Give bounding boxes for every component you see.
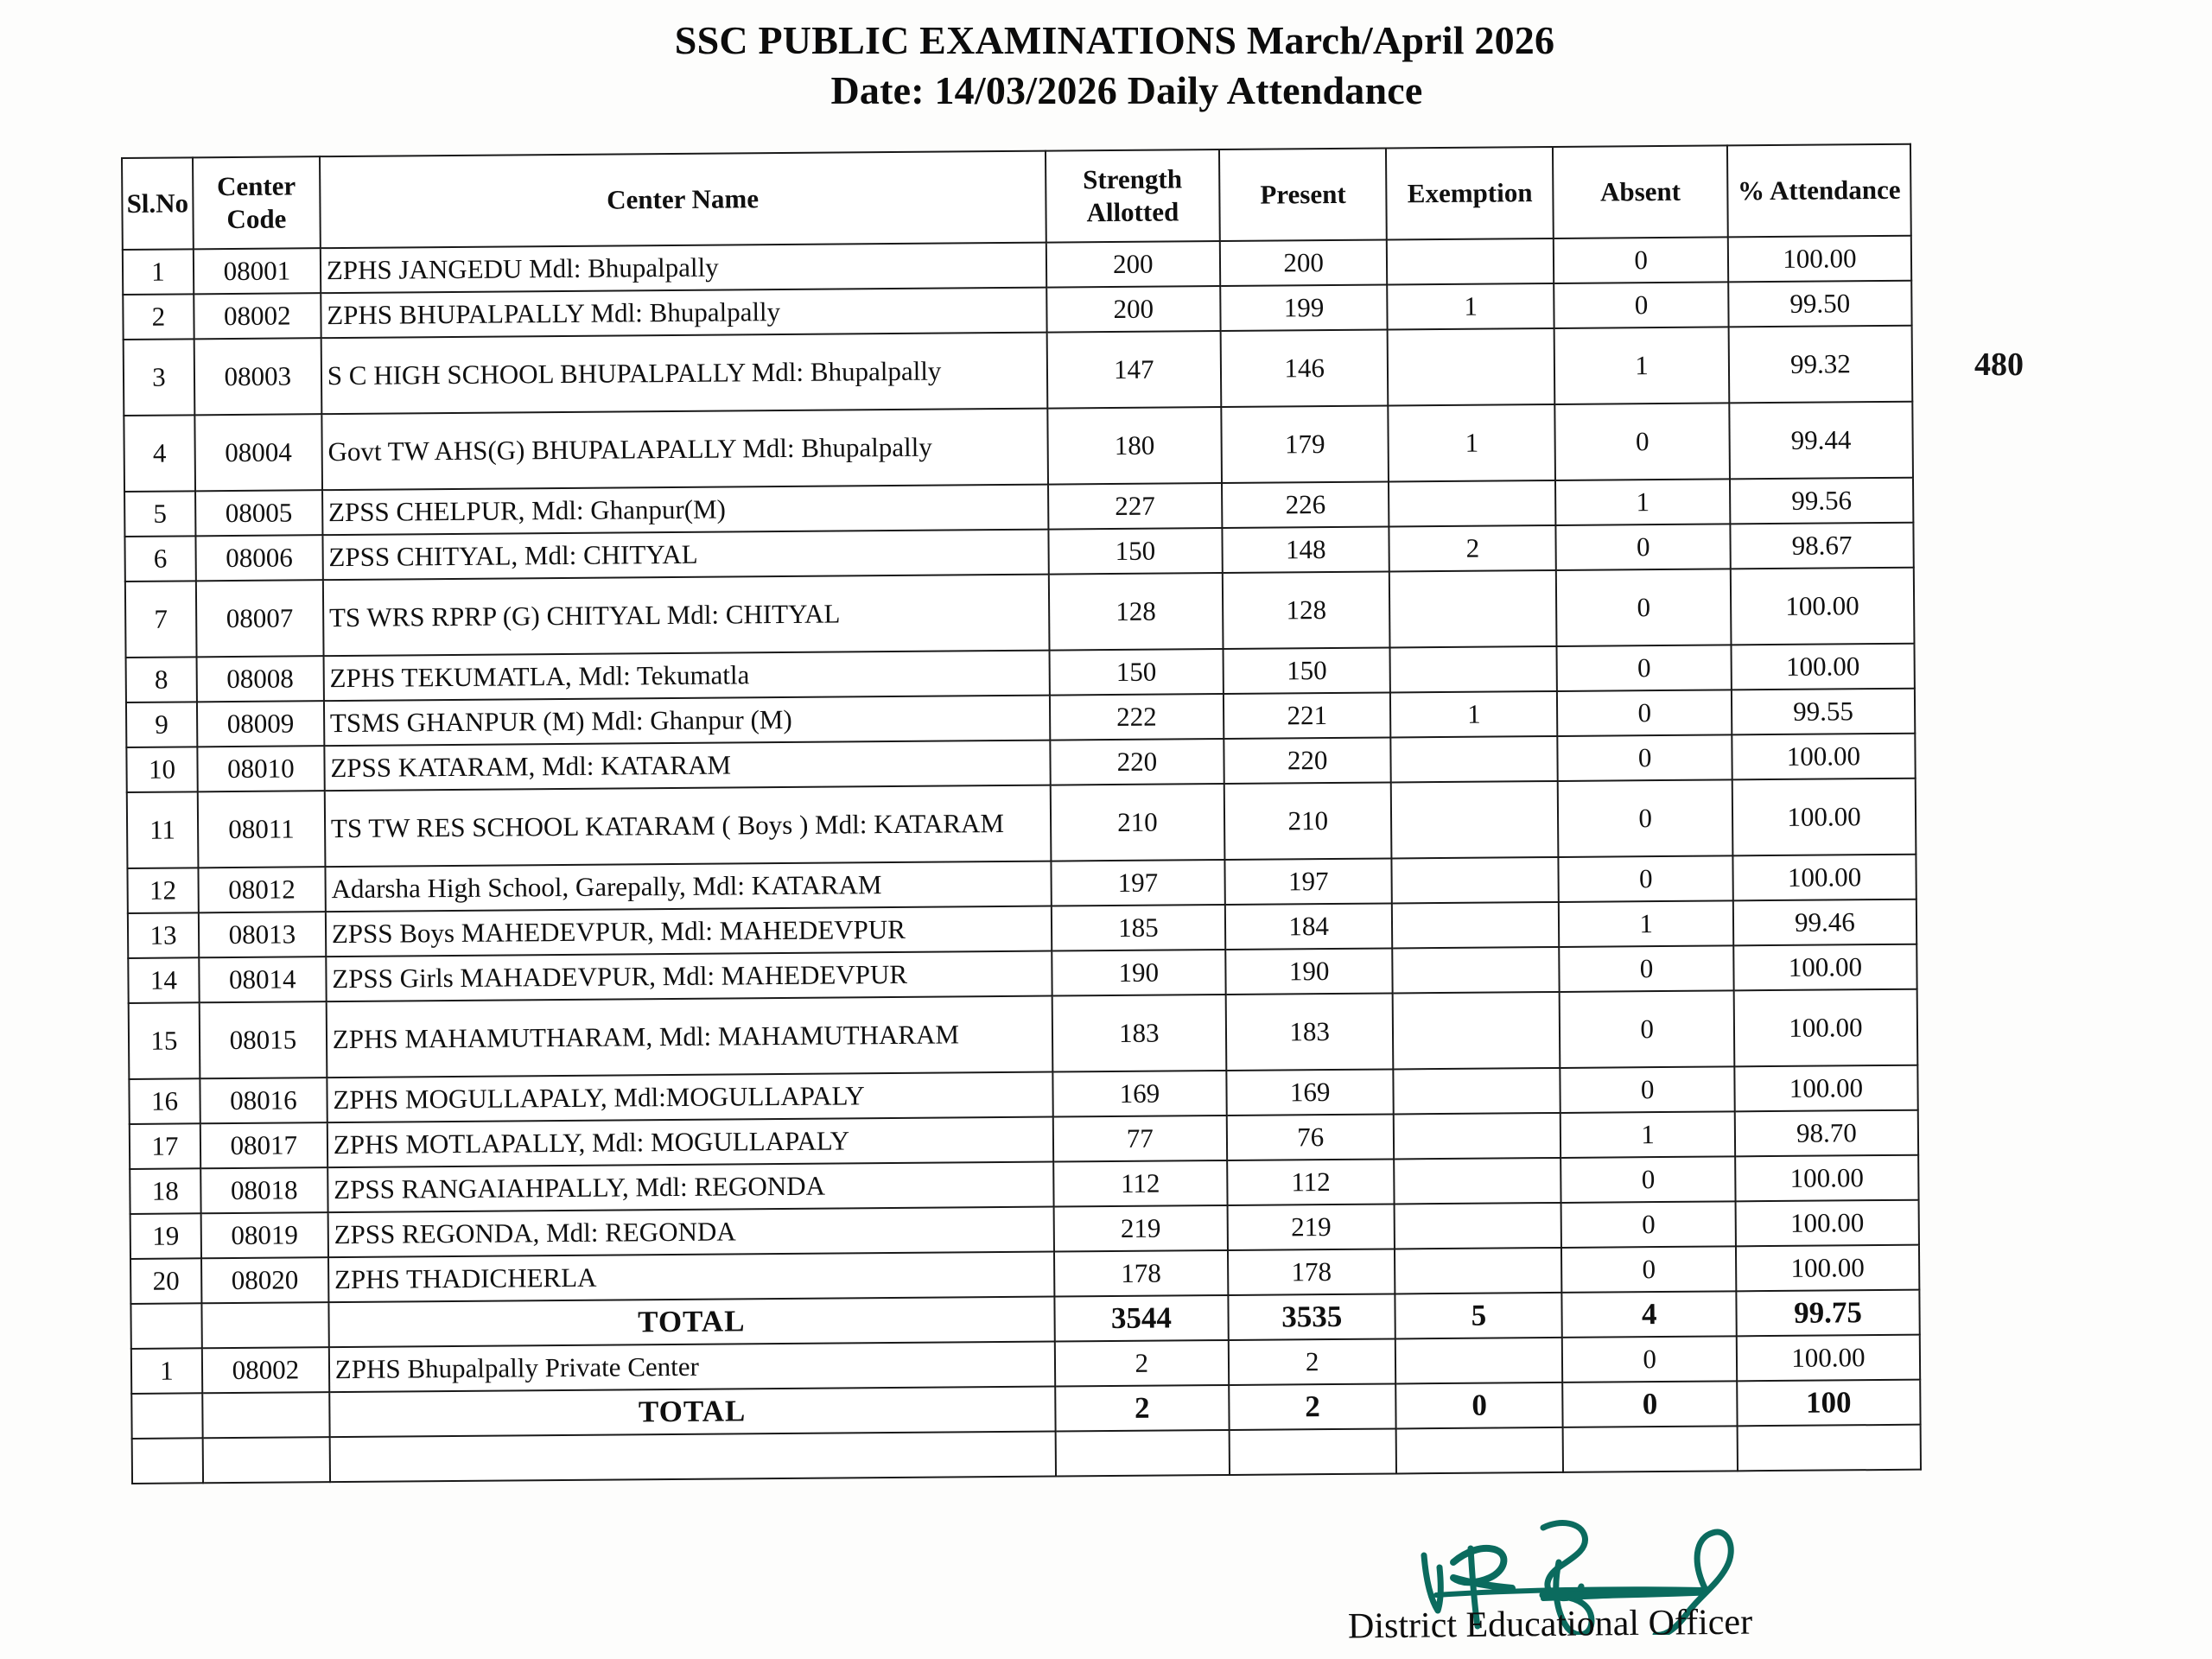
cell-exemption: 2	[1389, 525, 1557, 572]
cell-exemption: 1	[1390, 691, 1558, 738]
cell-absent: 0	[1558, 734, 1732, 781]
cell-center-code: 08009	[197, 701, 324, 747]
column-header-present: Present	[1219, 148, 1387, 241]
cell-exemption	[1394, 1068, 1561, 1115]
cell-center-name: ZPHS TEKUMATLA, Mdl: Tekumatla	[323, 651, 1049, 702]
cell-exemption	[1390, 646, 1558, 693]
cell-sl-no: 3	[124, 339, 195, 416]
cell-sl-no: 7	[125, 581, 197, 658]
cell-center-code: 08018	[200, 1167, 327, 1213]
table-header-row	[122, 144, 1911, 250]
attendance-table	[121, 143, 1922, 1484]
cell-absent: 0	[1562, 1336, 1737, 1382]
cell-exemption	[1391, 781, 1559, 859]
cell-center-name: ZPSS CHELPUR, Mdl: Ghanpur(M)	[322, 485, 1048, 536]
cell-present: 128	[1223, 571, 1390, 649]
cell-exemption	[1394, 1158, 1561, 1205]
cell-sl-no: 19	[130, 1213, 201, 1259]
cell-sl-no: 18	[130, 1168, 200, 1214]
cell-present: 148	[1223, 526, 1390, 573]
cell-strength: 200	[1046, 286, 1221, 333]
cell-present: 199	[1220, 284, 1388, 331]
cell-strength: 183	[1052, 995, 1226, 1072]
cell-total-absent: 0	[1563, 1381, 1738, 1427]
table-row	[129, 989, 1918, 1079]
cell-center-name: ZPHS MOTLAPALLY, Mdl: MOGULLAPALY	[327, 1117, 1053, 1168]
cell-total-strength: 2	[1055, 1385, 1230, 1432]
cell-center-code: 08016	[200, 1077, 327, 1123]
column-header-absent: Absent	[1553, 145, 1727, 238]
cell-center-code: 08011	[198, 791, 326, 868]
cell-center-name: ZPHS Bhupalpally Private Center	[329, 1342, 1055, 1393]
cell-strength: 197	[1051, 860, 1225, 906]
cell-attendance: 99.55	[1732, 689, 1915, 735]
cell-center-code: 08004	[194, 414, 322, 491]
cell-sl-no: 8	[126, 657, 197, 702]
cell-total-present: 3535	[1228, 1294, 1395, 1340]
cell-attendance: 100.00	[1735, 1200, 1918, 1247]
cell-sl-no: 12	[127, 868, 198, 913]
cell-attendance: 100.00	[1728, 236, 1911, 283]
cell-absent: 0	[1556, 569, 1731, 646]
cell-attendance: 100.00	[1732, 734, 1915, 780]
cell-blank	[1738, 1425, 1921, 1471]
cell-attendance: 100.00	[1731, 644, 1914, 690]
cell-exemption	[1388, 328, 1555, 406]
cell-blank	[132, 1438, 203, 1484]
cell-center-code: 08017	[200, 1122, 327, 1168]
cell-strength: 219	[1053, 1205, 1228, 1252]
total-label: TOTAL	[329, 1387, 1055, 1438]
cell-exemption	[1393, 992, 1560, 1070]
cell-strength: 2	[1054, 1340, 1229, 1387]
cell-strength: 77	[1052, 1116, 1227, 1162]
cell-center-name: S C HIGH SCHOOL BHUPALPALLY Mdl: Bhupalpally	[321, 333, 1046, 415]
cell-strength: 185	[1051, 905, 1225, 951]
cell-strength: 227	[1048, 483, 1223, 530]
signature-caption: District Educational Officer	[1347, 1602, 1753, 1647]
cell-exemption: 1	[1389, 404, 1556, 482]
cell-sl-no: 2	[123, 294, 194, 340]
cell-attendance: 100.00	[1736, 1245, 1919, 1292]
cell-center-code: 08008	[196, 656, 323, 702]
cell-present: 221	[1224, 692, 1391, 739]
cell-center-code: 08001	[194, 248, 321, 294]
cell-present: 184	[1225, 903, 1393, 950]
cell-center-code: 08006	[195, 535, 322, 581]
cell-center-name: TSMS GHANPUR (M) Mdl: Ghanpur (M)	[324, 696, 1050, 747]
cell-center-name: ZPHS MOGULLAPALY, Mdl:MOGULLAPALY	[327, 1072, 1052, 1123]
cell-sl-no: 16	[129, 1078, 200, 1124]
cell-present: 197	[1225, 858, 1393, 905]
cell-strength: 210	[1050, 784, 1224, 861]
cell-center-code: 08013	[199, 912, 326, 957]
page-subtitle: Date: 14/03/2026 Daily Attendance	[830, 68, 1423, 112]
cell-center-name: ZPSS Girls MAHADEVPUR, Mdl: MAHEDEVPUR	[326, 951, 1052, 1002]
cell-strength: 180	[1047, 407, 1222, 485]
cell-strength: 150	[1049, 649, 1224, 696]
column-header-sl-no: Sl.No	[122, 157, 194, 250]
column-header-center-name: Center Name	[320, 151, 1046, 249]
cell-absent: 0	[1557, 690, 1732, 736]
cell-exemption	[1395, 1338, 1563, 1384]
attendance-table-container	[121, 143, 1922, 1484]
cell-center-name: ZPSS Boys MAHEDEVPUR, Mdl: MAHEDEVPUR	[326, 906, 1052, 957]
cell-sl-no: 6	[124, 536, 195, 582]
cell-present: 2	[1229, 1338, 1396, 1385]
cell-center-code: 08019	[200, 1212, 327, 1258]
cell-present: 210	[1224, 782, 1392, 860]
cell-absent: 1	[1554, 327, 1729, 404]
side-annotation: 480	[1974, 346, 2024, 383]
page-title: SSC PUBLIC EXAMINATIONS March/April 2026	[674, 18, 1555, 62]
cell-attendance: 99.32	[1729, 326, 1913, 404]
cell-exemption	[1389, 570, 1557, 648]
cell-center-code: 08003	[194, 338, 322, 415]
cell-absent: 0	[1556, 524, 1731, 570]
cell-exemption	[1392, 902, 1560, 949]
cell-absent: 0	[1557, 645, 1732, 691]
cell-exemption	[1392, 857, 1560, 904]
cell-attendance: 99.46	[1733, 899, 1916, 946]
cell-center-code: 08015	[200, 1001, 327, 1078]
cell-center-name: ZPSS REGONDA, Mdl: REGONDA	[327, 1207, 1053, 1258]
table-header	[122, 144, 1911, 250]
cell-center-name: TS WRS RPRP (G) CHITYAL Mdl: CHITYAL	[323, 575, 1049, 657]
cell-total-attendance: 99.75	[1736, 1290, 1919, 1337]
cell-sl-no: 17	[130, 1123, 200, 1169]
cell-exemption	[1389, 480, 1556, 527]
cell-attendance: 99.50	[1728, 281, 1911, 327]
cell-absent: 0	[1554, 282, 1729, 328]
cell-present: 183	[1226, 993, 1394, 1071]
cell-present: 76	[1227, 1114, 1395, 1160]
cell-attendance: 99.56	[1730, 478, 1913, 524]
cell-attendance: 100.00	[1735, 1155, 1918, 1202]
cell-strength: 200	[1046, 241, 1220, 288]
cell-sl-no: 20	[130, 1258, 201, 1304]
cell-center-code: 08002	[202, 1347, 329, 1393]
cell-absent: 0	[1560, 1066, 1735, 1113]
cell-sl-no: 10	[126, 747, 197, 792]
cell-absent: 0	[1560, 990, 1734, 1068]
cell-exemption	[1395, 1248, 1562, 1294]
table-body	[123, 236, 1921, 1484]
cell-total-exemption: 0	[1395, 1382, 1563, 1429]
cell-present: 190	[1225, 948, 1393, 995]
cell-absent: 0	[1561, 1201, 1736, 1248]
cell-center-name: TS TW RES SCHOOL KATARAM ( Boys ) Mdl: KATARAM	[325, 785, 1051, 868]
cell-strength: 150	[1048, 528, 1223, 575]
cell-present: 112	[1227, 1159, 1395, 1205]
cell-sl-no: 1	[123, 249, 194, 295]
cell-total-present: 2	[1229, 1383, 1396, 1430]
cell-center-code: 08002	[194, 293, 321, 339]
cell-strength: 147	[1046, 331, 1221, 409]
cell-center-name: Govt TW AHS(G) BHUPALAPALLY Mdl: Bhupalpally	[321, 409, 1047, 491]
cell-strength: 220	[1050, 739, 1224, 785]
cell-center-name: ZPHS MAHAMUTHARAM, Mdl: MAHAMUTHARAM	[327, 996, 1052, 1078]
cell-sl-no: 15	[129, 1002, 200, 1079]
cell-attendance: 100.00	[1732, 779, 1916, 856]
cell-present: 226	[1222, 481, 1389, 528]
cell-blank	[1055, 1430, 1230, 1477]
cell-present: 220	[1224, 737, 1391, 784]
cell-exemption	[1392, 947, 1560, 994]
cell-total-strength: 3544	[1054, 1295, 1229, 1342]
cell-sl-no: 4	[124, 415, 195, 492]
cell-center-name: ZPHS BHUPALPALLY Mdl: Bhupalpally	[321, 288, 1046, 339]
cell-center-code: 08010	[197, 746, 324, 791]
cell-center-code: 08005	[195, 490, 322, 536]
cell-absent: 0	[1561, 1246, 1736, 1293]
cell-strength: 128	[1048, 573, 1223, 651]
cell-total-exemption: 5	[1395, 1293, 1563, 1339]
cell-attendance: 98.70	[1735, 1110, 1918, 1157]
cell-sl-no: 14	[128, 957, 199, 1003]
cell-sl-no: 1	[131, 1348, 202, 1394]
total-label: TOTAL	[328, 1297, 1054, 1348]
cell-blank	[1230, 1428, 1397, 1475]
cell-blank	[203, 1437, 330, 1483]
cell-strength: 190	[1052, 950, 1226, 996]
table-row	[125, 568, 1915, 658]
cell-exemption	[1395, 1203, 1562, 1249]
cell-exemption	[1391, 736, 1559, 783]
cell-attendance: 98.67	[1730, 523, 1913, 569]
cell-blank	[1563, 1426, 1738, 1472]
cell-absent: 0	[1559, 855, 1733, 902]
signature-block	[1348, 1521, 2005, 1659]
cell-present: 150	[1224, 647, 1391, 694]
cell-exemption	[1394, 1113, 1561, 1160]
cell-center-name: ZPSS RANGAIAHPALLY, Mdl: REGONDA	[327, 1162, 1053, 1213]
cell-attendance: 100.00	[1734, 1065, 1917, 1112]
column-header-center-code: Center Code	[193, 156, 321, 249]
cell-present: 179	[1221, 405, 1389, 483]
cell-sl-no	[130, 1303, 201, 1349]
cell-sl-no: 9	[126, 702, 197, 747]
table-row	[124, 402, 1913, 492]
table-row	[124, 326, 1913, 416]
cell-blank	[1396, 1427, 1564, 1474]
cell-absent: 0	[1561, 1156, 1736, 1203]
cell-absent: 0	[1555, 403, 1730, 480]
cell-present: 219	[1228, 1204, 1395, 1250]
document-title-block	[0, 16, 2212, 116]
cell-strength: 178	[1054, 1250, 1229, 1297]
cell-strength: 112	[1053, 1160, 1228, 1207]
cell-total-absent: 4	[1562, 1291, 1737, 1338]
cell-center-name: Adarsha High School, Garepally, Mdl: KATARAM	[325, 861, 1051, 912]
cell-center-code	[202, 1392, 329, 1438]
cell-center-name: ZPSS KATARAM, Mdl: KATARAM	[324, 741, 1050, 791]
cell-strength: 222	[1050, 694, 1224, 741]
cell-present: 200	[1220, 239, 1388, 286]
cell-sl-no	[131, 1393, 202, 1439]
cell-present: 169	[1226, 1069, 1394, 1116]
cell-center-code	[201, 1302, 328, 1348]
cell-exemption: 1	[1387, 283, 1554, 330]
cell-attendance: 100.00	[1732, 855, 1916, 901]
cell-absent: 1	[1560, 1111, 1735, 1158]
cell-attendance: 100.00	[1734, 989, 1918, 1067]
cell-absent: 0	[1560, 945, 1734, 992]
cell-attendance: 100.00	[1733, 944, 1916, 991]
cell-attendance: 100.00	[1731, 568, 1915, 645]
cell-absent: 1	[1559, 900, 1733, 947]
cell-sl-no: 5	[124, 491, 195, 537]
cell-absent: 0	[1558, 779, 1732, 857]
cell-attendance: 100.00	[1737, 1335, 1920, 1382]
cell-absent: 0	[1554, 237, 1728, 283]
column-header-strength: Strength Allotted	[1046, 149, 1220, 243]
cell-center-name: ZPHS JANGEDU Mdl: Bhupalpally	[321, 243, 1046, 294]
cell-center-name: ZPSS CHITYAL, Mdl: CHITYAL	[322, 530, 1048, 581]
cell-strength: 169	[1052, 1071, 1227, 1117]
cell-center-code: 08007	[196, 580, 324, 657]
cell-present: 146	[1221, 329, 1389, 407]
cell-sl-no: 11	[127, 791, 199, 868]
cell-total-attendance: 100	[1737, 1380, 1920, 1427]
cell-attendance: 99.44	[1729, 402, 1913, 480]
cell-exemption	[1387, 238, 1554, 285]
cell-center-code: 08020	[201, 1257, 328, 1303]
cell-present: 178	[1228, 1249, 1395, 1295]
table-row	[127, 779, 1916, 868]
cell-center-code: 08012	[198, 867, 325, 912]
cell-absent: 1	[1555, 479, 1730, 525]
cell-blank	[329, 1432, 1055, 1483]
cell-center-code: 08014	[199, 957, 326, 1002]
cell-center-name: ZPHS THADICHERLA	[328, 1252, 1054, 1303]
cell-sl-no: 13	[128, 912, 199, 958]
column-header-attendance: % Attendance	[1727, 144, 1911, 238]
column-header-exemption: Exemption	[1386, 147, 1554, 240]
